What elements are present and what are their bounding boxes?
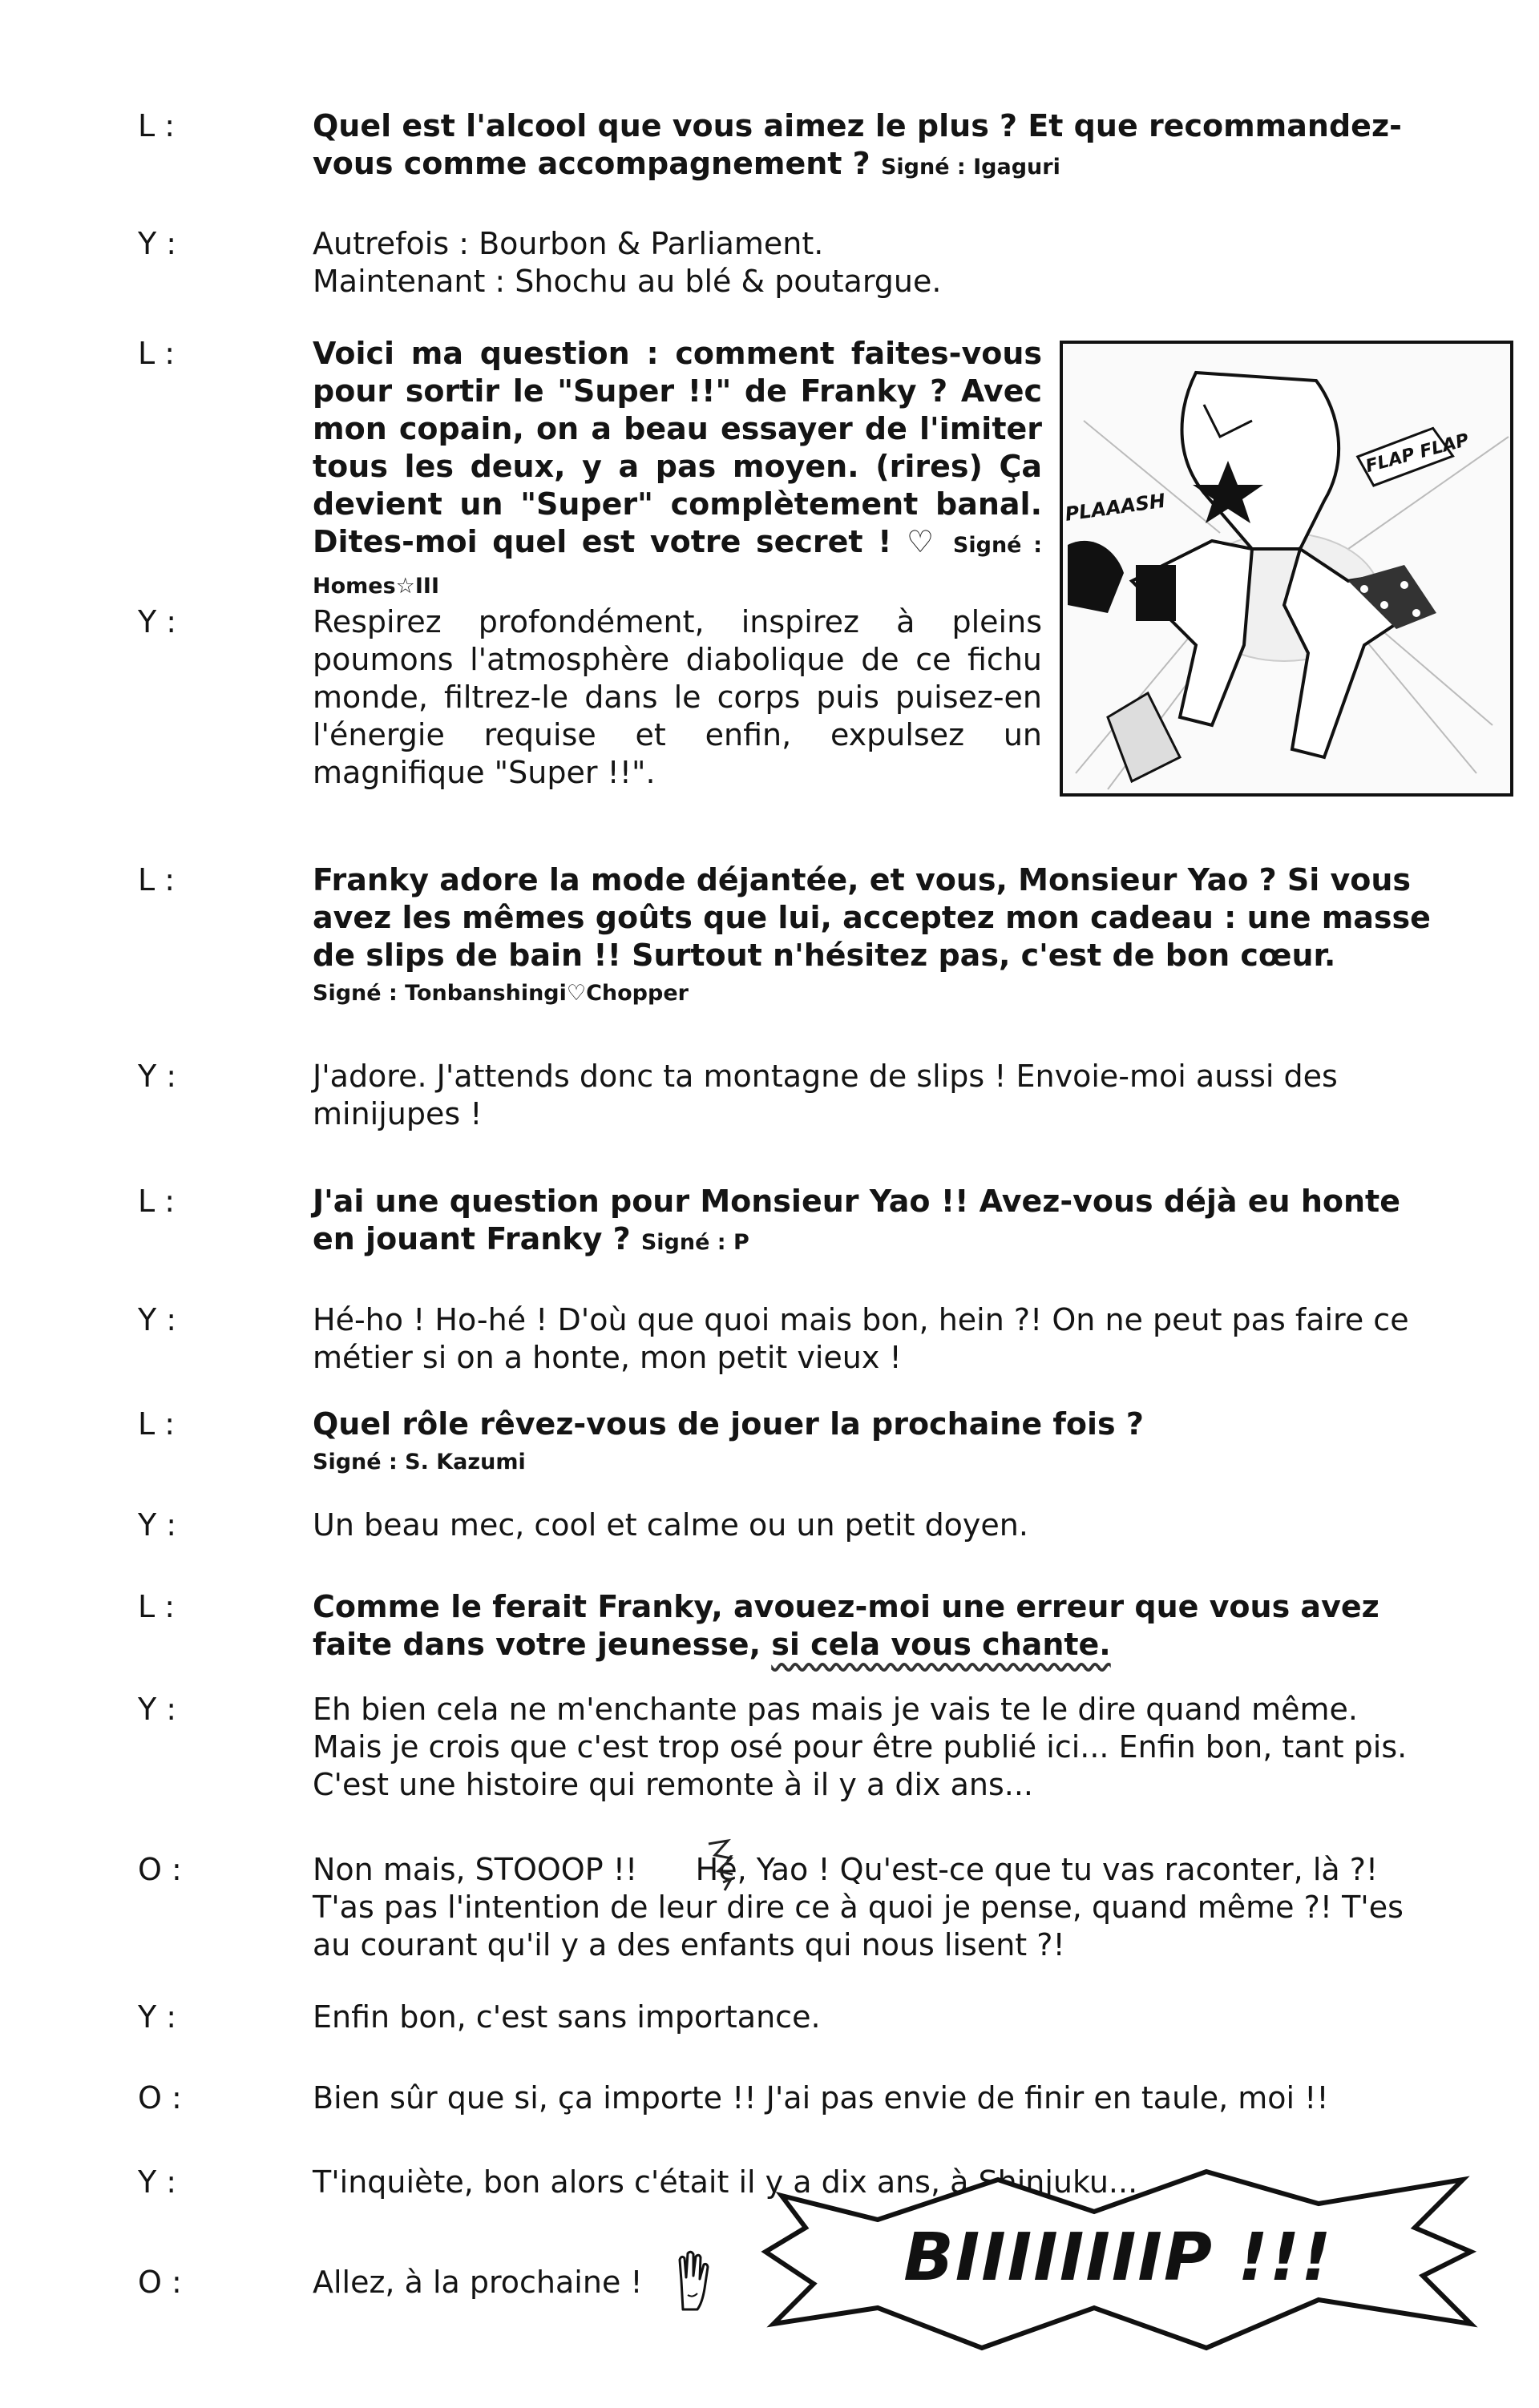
question-text <box>313 107 1435 186</box>
speaker-label: L : <box>138 1184 176 1219</box>
speaker-label: Y : <box>138 1507 177 1543</box>
speaker-label: Y : <box>138 604 177 639</box>
answer-text: Un beau mec, cool et calme ou un petit doyen. <box>313 1507 1028 1543</box>
signature: Signé : Homes☆III <box>313 533 1042 599</box>
signature: Signé : P <box>640 1230 749 1255</box>
speaker-label: L : <box>138 108 176 143</box>
speaker-label: Y : <box>138 226 177 261</box>
speaker-label: Y : <box>138 2164 177 2200</box>
answer-line: Maintenant : Shochu au blé & poutargue. <box>313 264 942 299</box>
answer-line: Autrefois : Bourbon & Parliament. <box>313 226 824 261</box>
question-text <box>313 1183 1435 1261</box>
franky-illustration <box>1060 341 1513 797</box>
signature: Signé : Tonbanshingi♡Chopper <box>313 981 689 1006</box>
answer-text: Hé-ho ! Ho-hé ! D'où que quoi mais bon, hein ?! On ne peut pas faire ce métier si on a honte, mon petit vieux ! <box>313 1302 1409 1375</box>
question-body: Franky adore la mode déjantée, et vous, Monsieur Yao ? Si vous avez les mêmes goûts que lui, acceptez mon cadeau : une masse de slips de bain !! Surtout n'hésitez pas, c'est de bon cœur. <box>313 862 1431 973</box>
speaker-label: Y : <box>138 1059 177 1094</box>
question-body: Comme le ferait Franky, avouez-moi une erreur que vous avez faite dans votre jeunesse, <box>313 1589 1379 1662</box>
waving-hand-icon <box>672 2249 712 2313</box>
underlined-phrase: si cela vous chante. <box>771 1627 1111 1662</box>
beep-burst <box>757 2164 1479 2356</box>
squiggle-mark-icon <box>704 1837 736 1894</box>
sfx-flap: FLAP FLAP <box>1363 430 1472 478</box>
speaker-label: O : <box>138 2080 182 2116</box>
speaker-label: L : <box>138 336 176 371</box>
answer-text: Eh bien cela ne m'enchante pas mais je vais te le dire quand même. Mais je crois que c'est trop osé pour être publié ici... Enfin bon, tant pis. C'est une histoire qui remonte à il y a dix ans... <box>313 1692 1408 1802</box>
answer-text: Non mais, STOOOP !! Hé, Yao ! Qu'est-ce que tu vas raconter, là ?! T'as pas l'intention de leur dire ce à quoi je pense, quand même ?! T'es au courant qu'il y a des enfants qui nous lisent ?! <box>313 1852 1414 1962</box>
answer-text: J'adore. J'attends donc ta montagne de slips ! Envoie-moi aussi des minijupes ! <box>313 1059 1338 1131</box>
answer-text: T'inquiète, bon alors c'était il y a dix ans, à Shinjuku... <box>313 2164 1138 2200</box>
speaker-label: L : <box>138 862 176 897</box>
question-body: J'ai une question pour Monsieur Yao !! Avez-vous déjà eu honte en jouant Franky ? <box>313 1184 1400 1256</box>
answer-text: Respirez profondément, inspirez à pleins poumons l'atmosphère diabolique de ce fichu monde, filtrez-le dans le corps puis puisez-en l'énergie requise et enfin, expulsez un magnifique "Super !!". <box>313 604 1042 790</box>
speaker-label: Y : <box>138 1999 177 2035</box>
speaker-label: O : <box>138 1852 182 1887</box>
answer-text: Enfin bon, c'est sans importance. <box>313 1999 821 2035</box>
speaker-label: L : <box>138 1589 176 1624</box>
question-body: Voici ma question : comment faites-vous pour sortir le "Super !!" de Franky ? Avec mon copain, on a beau essayer de l'imiter tous les deux, y a pas moyen. (rires) Ça devient un "Super" complètement banal. Dites-moi quel est votre secret ! ♡ <box>313 336 1042 559</box>
beep-text: BIIIIIIIIP !!! <box>903 2220 1333 2296</box>
sfx-plaaash: PLAAASH <box>1063 489 1167 526</box>
answer-text: Allez, à la prochaine ! <box>313 2265 643 2300</box>
question-text <box>313 861 1435 1010</box>
answer-text: Bien sûr que si, ça importe !! J'ai pas envie de finir en taule, moi !! <box>313 2080 1329 2116</box>
question-text <box>313 1406 1435 1478</box>
speaker-label: Y : <box>138 1302 177 1337</box>
question-body: Quel est l'alcool que vous aimez le plus ? Et que recommandez-vous comme accompagnement ? <box>313 108 1402 181</box>
signature: Signé : Igaguri <box>880 155 1060 179</box>
question-text <box>313 1588 1435 1664</box>
question-body: Quel rôle rêvez-vous de jouer la prochaine fois ? <box>313 1406 1144 1442</box>
speaker-label: O : <box>138 2265 182 2300</box>
speaker-label: L : <box>138 1406 176 1442</box>
speaker-label: Y : <box>138 1692 177 1727</box>
question-text <box>313 335 1042 605</box>
signature: Signé : S. Kazumi <box>313 1450 526 1474</box>
answer-text <box>313 225 1435 300</box>
